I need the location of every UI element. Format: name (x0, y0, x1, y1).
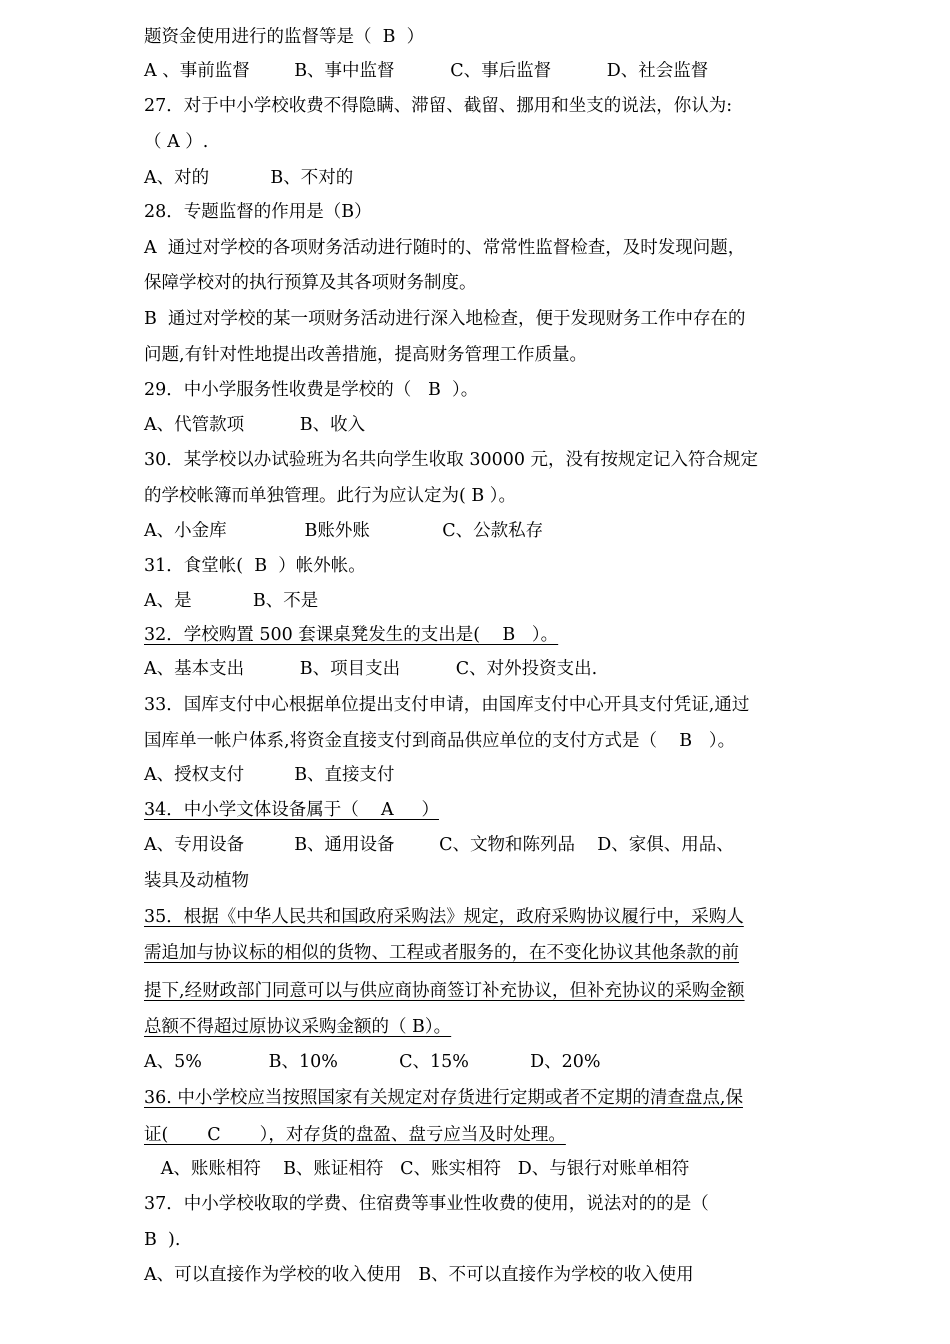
text-line: 保障学校对的执行预算及其各项财务制度。 (144, 273, 477, 293)
text-line: 国库单一帐户体系,将资金直接支付到商品供应单位的支付方式是（ B ）。 (144, 731, 736, 751)
options-line: A 、事前监督 B、事中监督 C、事后监督 D、社会监督 (144, 61, 709, 81)
question-36: 36. 中小学校应当按照国家有关规定对存货进行定期或者不定期的清查盘点,保 (144, 1088, 743, 1108)
text-line: 证( C ），对存货的盘盈、盘亏应当及时处理。 (144, 1125, 566, 1145)
question-27: 27．对于中小学校收费不得隐瞒、滞留、截留、挪用和坐支的说法，你认为: (144, 96, 733, 116)
text-line: A 通过对学校的各项财务活动进行随时的、常常性监督检查，及时发现问题， (144, 238, 746, 258)
options-line: A、对的 B、不对的 (144, 168, 354, 188)
text-line: B 通过对学校的某一项财务活动进行深入地检查，便于发现财务工作中存在的 (144, 309, 746, 329)
question-37: 37．中小学校收取的学费、住宿费等事业性收费的使用，说法对的的是（ (144, 1194, 709, 1214)
question-29: 29．中小学服务性收费是学校的（ B ）。 (144, 380, 479, 400)
text-line: 的学校帐簿而单独管理。此行为应认定为( B ）。 (144, 486, 517, 506)
question-34: 34．中小学文体设备属于（ A ） (144, 800, 439, 820)
text-line: 总额不得超过原协议采购金额的（ B）。 (144, 1017, 452, 1037)
options-line: A、小金库 B账外账 C、公款私存 (144, 521, 544, 541)
question-28: 28．专题监督的作用是（B） (144, 202, 372, 222)
options-line: A、5% B、10% C、15% D、20% (144, 1052, 601, 1072)
text-line: 提下,经财政部门同意可以与供应商协商签订补充协议，但补充协议的采购金额 (144, 981, 745, 1001)
options-line: A、专用设备 B、通用设备 C、文物和陈列品 D、家俱、用品、 (144, 835, 734, 855)
options-line: A、账账相符 B、账证相符 C、账实相符 D、与银行对账单相符 (144, 1159, 690, 1179)
text-line: 需追加与协议标的相似的货物、工程或者服务的，在不变化协议其他条款的前 (144, 943, 739, 963)
question-33: 33．国库支付中心根据单位提出支付申请，由国库支付中心开具支付凭证,通过 (144, 695, 750, 715)
text-line: B ). (144, 1230, 181, 1250)
text-line: 装具及动植物 (144, 871, 249, 891)
question-35: 35．根据《中华人民共和国政府采购法》规定，政府采购协议履行中，采购人 (144, 907, 744, 927)
question-30: 30．某学校以办试验班为名共向学生收取 30000 元，没有按规定记入符合规定 (144, 450, 759, 470)
options-line: A、授权支付 B、直接支付 (144, 765, 395, 785)
question-31: 31．食堂帐( B ）帐外帐。 (144, 556, 366, 576)
options-line: A、基本支出 B、项目支出 C、对外投资支出. (144, 659, 598, 679)
text-line: 题资金使用进行的监督等是（ B ） (144, 27, 425, 47)
text-line: （ A ）. (144, 132, 209, 152)
options-line: A、是 B、不是 (144, 591, 319, 611)
options-line: A、可以直接作为学校的收入使用 B、不可以直接作为学校的收入使用 (144, 1265, 694, 1285)
options-line: A、代管款项 B、收入 (144, 415, 366, 435)
question-32: 32．学校购置 500 套课桌凳发生的支出是( B ）。 (144, 625, 559, 645)
text-line: 问题,有针对性地提出改善措施，提高财务管理工作质量。 (144, 345, 588, 365)
